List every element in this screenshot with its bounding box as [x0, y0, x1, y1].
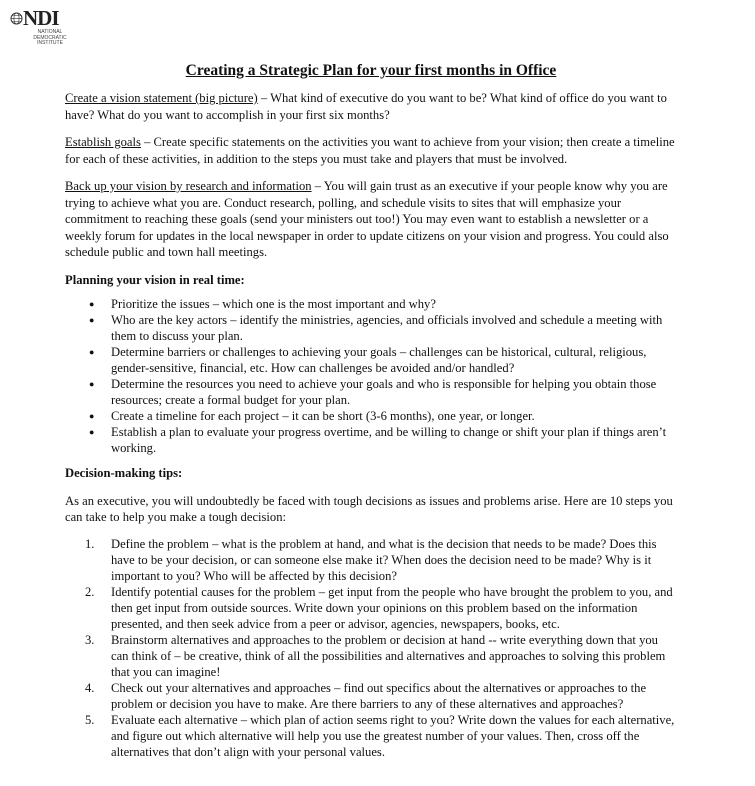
step-number: 1.	[85, 536, 95, 551]
ndi-logo	[10, 8, 80, 56]
goals-heading: Establish goals	[65, 135, 141, 149]
list-item	[85, 536, 677, 584]
step-text: Evaluate each alternative – which plan of action seems right to you? Write down the values for each alternative, and figure out which alternative will help you use the greatest number of your values. Then, cross off the alternatives that don’t align with your personal values.	[111, 712, 675, 759]
globe-icon	[10, 12, 23, 25]
research-text: – You will gain trust as an executive if your people know why you are trying to achieve what you are. Conduct research, polling, and schedule visits to sites that will emphasize your commitment to reaching these goals (send your ministers out too!) You may even want to establish a newsletter or a weekly forum for updates in the local newspaper in order to update citizens on your vision and progress. You could also schedule public and town hall meetings.	[65, 179, 669, 259]
decision-intro: As an executive, you will undoubtedly be faced with tough decisions as issues and problems arise. Here are 10 steps you can take to help you make a tough decision:	[65, 493, 673, 524]
page-title: Creating a Strategic Plan for your first months in Office	[185, 62, 557, 79]
step-number: 2.	[85, 584, 95, 599]
list-item	[85, 712, 677, 760]
document-body	[65, 60, 677, 760]
step-text: Brainstorm alternatives and approaches to the problem or decision at hand -- write everything down that you can think of – be creative, think of all the possibilities and alternatives and approaches to solving this problem that you can imagine!	[111, 632, 666, 679]
decision-heading: Decision-making tips:	[65, 466, 183, 480]
planning-heading: Planning your vision in real time:	[65, 272, 245, 287]
step-number: 5.	[85, 712, 95, 727]
logo-subtitle: NATIONAL DEMOCRATIC INSTITUTE	[33, 29, 67, 46]
list-item: ● Who are the key actors – identify the ministries, agencies, and officials involved and schedule a meeting with them to discuss your plan.	[111, 312, 677, 344]
list-item: ● Determine the resources you need to achieve your goals and who is responsible for helping you obtain those resources; create a formal budget for your plan.	[111, 376, 677, 408]
step-number: 3.	[85, 632, 95, 647]
step-text: Identify potential causes for the problem – get input from the people who have brought the problem to you, and then get input from outside sources. Write down your opinions on this problem based on the information presented, and then seek advice from a peer or advisor, agencies, newspapers, books, etc.	[111, 584, 673, 631]
list-item: ● Create a timeline for each project – it can be short (3-6 months), one year, or longer.	[111, 408, 677, 424]
research-heading: Back up your vision by research and information	[65, 179, 312, 193]
vision-text: – What kind of executive do you want to be? What kind of office do you want to have? What do you want to accomplish in your first six months?	[65, 91, 667, 122]
list-item	[85, 632, 677, 680]
vision-heading: Create a vision statement (big picture)	[65, 91, 258, 105]
list-item	[85, 584, 677, 632]
list-item	[85, 680, 677, 712]
decision-steps	[65, 536, 677, 760]
list-item: ● Determine barriers or challenges to achieving your goals – challenges can be historical, cultural, religious, gender-sensitive, financial, etc. How can challenges be avoided and/or handled?	[111, 344, 677, 376]
vision-paragraph	[65, 90, 677, 123]
goals-text: – Create specific statements on the activities you want to achieve from your vision; then create a timeline for each of these activities, in addition to the steps you must take and players that must be involved.	[65, 135, 675, 166]
step-number: 4.	[85, 680, 95, 695]
list-item: ● Prioritize the issues – which one is the most important and why?	[111, 296, 677, 312]
goals-paragraph	[65, 134, 677, 167]
step-text: Define the problem – what is the problem at hand, and what is the decision that needs to be made? Does this have to be your decision, or can someone else make it? When does the decision need to be made? Why is it important to you? Who will be affected by this decision?	[111, 536, 657, 583]
logo-wordmark: NDI	[23, 6, 59, 30]
research-paragraph	[65, 178, 677, 261]
step-text: Check out your alternatives and approaches – find out specifics about the alternatives or approaches to the problem or decision you have to make. Are there barriers to any of these alternatives and approaches?	[111, 680, 647, 711]
list-item: ● Establish a plan to evaluate your progress overtime, and be willing to change or shift your plan if things aren’t working.	[111, 424, 677, 456]
planning-list	[65, 296, 677, 456]
